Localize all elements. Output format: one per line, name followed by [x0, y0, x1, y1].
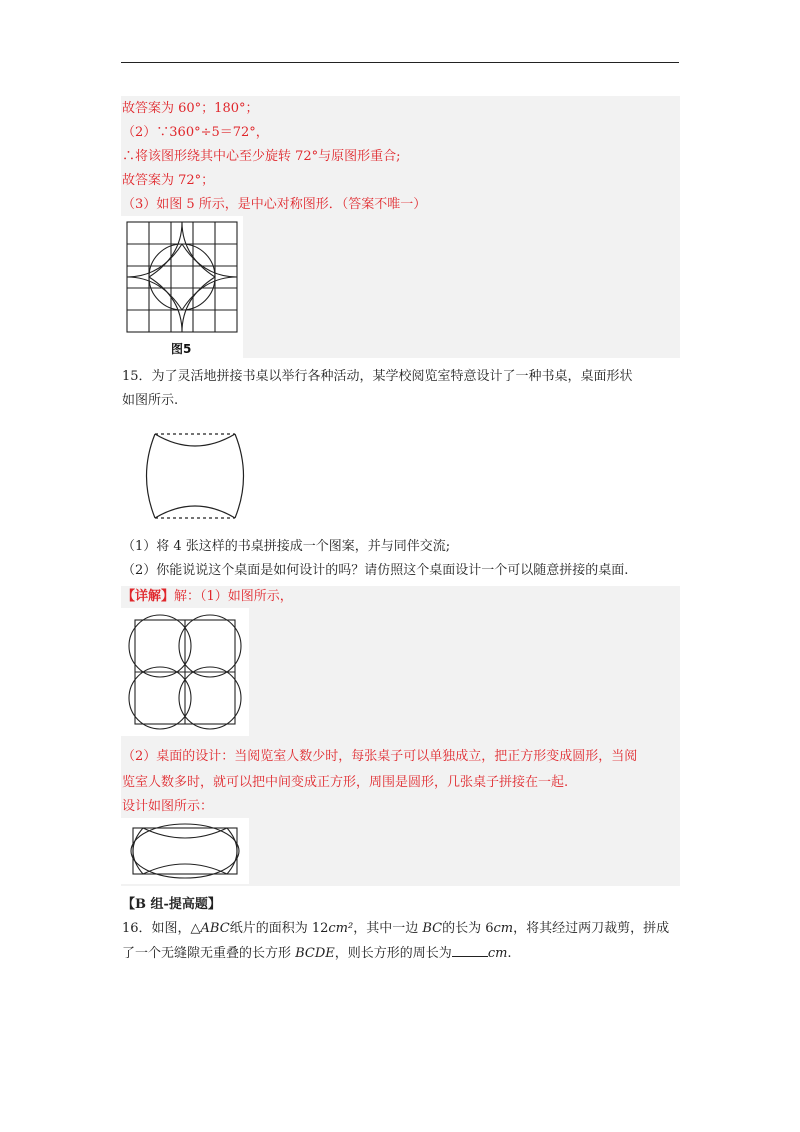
answer-line-3: ∴将该图形绕其中心至少旋转 72°与原图形重合;	[122, 149, 401, 164]
q15-detail	[122, 588, 293, 606]
detail-text: 解：（1）如图所示，	[174, 589, 293, 604]
design-drawing	[121, 818, 249, 884]
design-figure	[121, 818, 249, 884]
q16-text-e: ，将其经过两刀裁剪，拼成	[513, 921, 670, 936]
figure-5-drawing	[121, 216, 243, 358]
q16-text-d: 的长为 6	[442, 921, 494, 936]
q15-stem-line-2: 如图所示.	[122, 393, 179, 408]
answer-line-5: （3）如图 5 所示，是中心对称图形．（答案不唯一）	[122, 197, 427, 212]
figure-5	[121, 216, 243, 358]
q16-text-b: 纸片的面积为 12	[229, 921, 329, 936]
q16-line2-b: ，则长方形的周长为	[334, 946, 452, 961]
q16-unit-cm2: cm²	[328, 921, 354, 936]
q16-line-2	[122, 944, 512, 963]
desk-shape-figure	[140, 428, 250, 524]
q16-line2-unit: cm	[487, 946, 508, 961]
q16-bcde: BCDE	[295, 946, 335, 961]
q16-abc: ABC	[200, 921, 230, 936]
desk-shape-drawing	[140, 428, 250, 524]
q15-part2-line-2: 览室人数多时，就可以把中间变成正方形，周围是圆形，几张桌子拼接在一起.	[122, 775, 569, 790]
q16-text-a: 16．如图，△	[122, 921, 201, 936]
q16-line2-end: .	[507, 946, 512, 961]
q15-sub-2: （2）你能说说这个桌面是如何设计的吗？请仿照这个桌面设计一个可以随意拼接的桌面.	[122, 563, 629, 578]
q15-part2-line-1: （2）桌面的设计：当阅览室人数少时，每张桌子可以单独成立，把正方形变成圆形，当阅	[122, 749, 638, 764]
answer-blank[interactable]	[452, 944, 488, 957]
four-desks-figure	[121, 608, 249, 736]
q16-text-c: ，其中一边	[353, 921, 423, 936]
q15-stem-line-1: 15．为了灵活地拼接书桌以举行各种活动，某学校阅览室特意设计了一种书桌，桌面形状	[122, 369, 633, 384]
answer-line-4: 故答案为 72°；	[122, 173, 215, 188]
answer-line-1: 故答案为 60°；180°；	[122, 101, 259, 116]
q16-bc: BC	[422, 921, 443, 936]
q16-line2-a: 了一个无缝隙无重叠的长方形	[122, 946, 296, 961]
q16-unit-cm: cm	[493, 921, 514, 936]
section-b-title: 【B 组-提高题】	[122, 897, 221, 912]
q15-sub-1: （1）将 4 张这样的书桌拼接成一个图案，并与同伴交流;	[122, 539, 451, 554]
detail-tag: 【详解】	[122, 589, 175, 604]
four-desks-drawing	[121, 608, 249, 736]
answer-line-2: （2）∵360°÷5＝72°，	[122, 125, 269, 140]
header-rule	[121, 62, 679, 63]
q16-line-1	[122, 920, 669, 938]
figure-5-caption: 图5	[171, 342, 192, 356]
q15-part2-line-3: 设计如图所示：	[122, 799, 214, 814]
